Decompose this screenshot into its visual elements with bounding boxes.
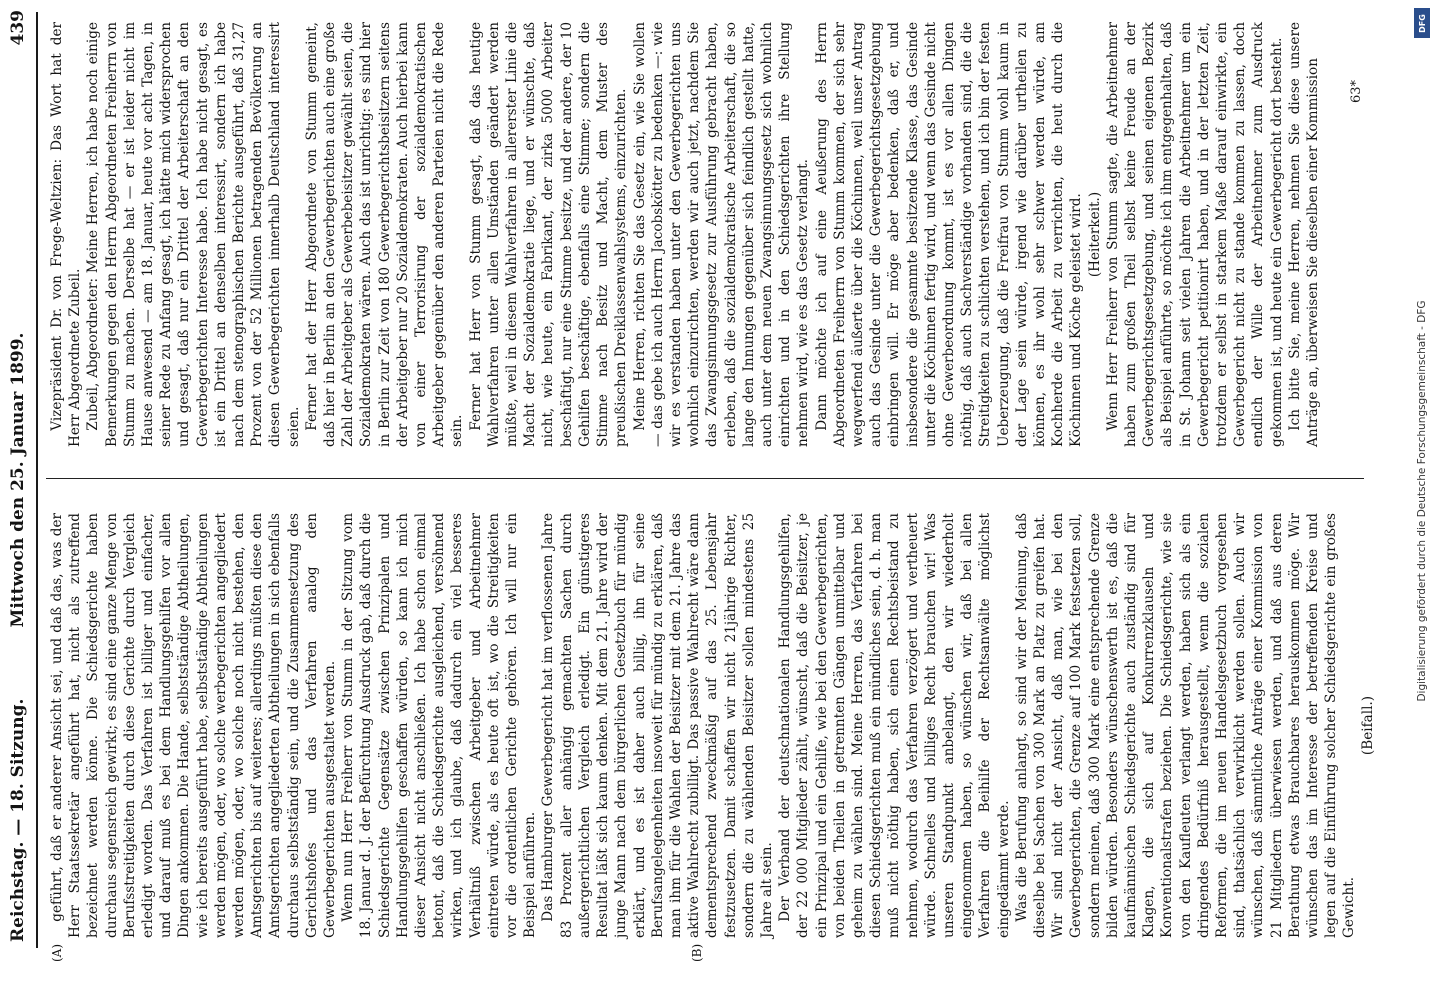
speaker-announcement: Vizepräsident Dr. von Frege-Weltzien: Das Wort hat der Herr Abgeordnete Zubeil. [49,22,84,447]
page-number: 439 [8,10,28,46]
digitization-credit [1412,6,1432,996]
page-header [8,0,36,960]
header-left: Reichstag. — 18. Sitzung. [8,698,28,942]
margin-marker-b: (B) [690,943,704,962]
right-paragraph: Meine Herren, richten Sie das Gesetz ein, wie Sie wollen — das gebe ich auch Herrn Jacobskötter zu bedenken —: wie wir es verstanden haben unter den Gewerbegerichten uns wohnlich einzurichten, werden wir auch jetzt, nachdem Sie das Zwangsinnungsgesetz zur Ausführung gebracht haben, erleben, daß die sozialdemokratische Arbeiterschaft, die so lange den Innungen gegenüber sich feindlich gestellt hatte, auch unter dem neuen Zwangsinnungsgesetz sich wohnlich einrichten und in den Schiedsgerichten ihre Stellung nehmen wird, wie es das Gesetz verlangt. [631,22,812,447]
dfg-logo-text: DFG [1417,13,1427,33]
right-paragraph: Ferner hat der Herr Abgeordnete von Stumm gemeint, daß hier in Berlin an den Gewerbegerichten auch eine große Zahl der Arbeitgeber als Gewerbebeisitzer gewählt seien, die Sozialdemokraten wären. Auch das ist unrichtig: es sind hier in Berlin zur Zeit von 180 Gewerbegerichtsbeisitzern seitens der Arbeitgeber nur 20 Sozialdemokraten. Auch hierbei kann von einer Terrorisirung der sozialdemokratischen Arbeitgeber gegenüber den anderen Parteien nicht die Rede sein. [303,22,466,447]
left-paragraph: geführt, daß er anderer Ansicht sei, und daß das, was der Herr Staatssekretär angeführt hat, nicht als zutreffend bezeichnet werden könne. Die Schiedsgerichte haben durchaus segensreich gewirkt; es sind eine ganze Menge von Berufsstreitigkeiten durch diese Gerichte durch Vergleich erledigt worden. Das Verfahren ist billiger und einfacher, und darauf muß es bei dem Handlungsgehilfen vor allen Dingen ankommen. Die Hande, selbstständige Abtheilungen, wie ich bereits ausgeführt habe, selbstständige Abtheilungen werden mögen, oder, wo solche werbegerichten angegliedert werden mögen, oder, wo solche noch nicht bestehen, den Amtsgerichten bis auf weiteres; allerdings müßten diese den Amtsgerichten angegliederten Abtheilungen in sich ebenfalls durchaus selbstständig sein, und die Zusammensetzung des Gerichtshofes und das Verfahren analog den Gewerbegerichten ausgestaltet werden. [49,513,339,938]
laughter-note: (Heiterkeit.) [1086,191,1103,278]
left-paragraph: Was die Berufung anlangt, so sind wir der Meinung, daß dieselbe bei Sachen von 300 Mark an Platz zu greifen hat. Wir sind nicht der Ansicht, daß man, wie bei den Gewerbegerichten, die Grenze auf 100 Mark festsetzen soll, sondern meinen, daß 300 Mark eine entsprechende Grenze bilden würden. Besonders wünschenswerth ist es, daß die kaufmännischen Schiedsgerichte auch zuständig sind für Klagen, die sich auf Konkurrenzklauseln und Konventionalstrafen beziehen. Die Schiedsgerichte, wie sie von den Kaufleuten verlangt werden, haben sich als ein dringendes Bedürfniß herausgestellt, wenn die sozialen Reformen, die im neuen Handelsgesetzbuch vorgesehen sind, thatsächlich verwirklicht werden sollen. Auch wir wünschen, daß sämmtliche Anträge einer Kommission von 21 Mitgliedern überwiesen werden, und daß aus deren Berathung etwas Brauchbares herauskommen möge. Wir wünschen das im Interesse der betreffenden Kreise und legen auf die Einführung solcher Schiedsgerichte ein großes Gewicht. [1013,513,1358,938]
right-paragraph: Dann möchte ich auf eine Aeußerung des Herrn Abgeordneten Freiherrn von Stumm kommen, der sich sehr wegwerfend äußerte über die Köchinnen, weil unser Antrag auch das Gesinde unter die Gewerbegerichtsgesetzgebung einbringen will. Er möge aber bedenken, daß er, und insbesondere die gesammte besitzende Klasse, das Gesinde unter die Köchinnen fertig wird, und wenn das Gesinde nicht ohne Gewerbeordnung kommt, ist es vor allen Dingen nöthig, daß auch Sachverständige vorhanden sind, die die Streitigkeiten zu schlichten verstehen, und ich bin der festen Ueberzeugung, daß die Freifrau von Stumm wohl kaum in der Lage sein würde, irgend wie darüber urtheilen zu können, es ihr wohl sehr schwer werden würde, am Kochherde die Arbeit zu verrichten, die heut durch die Köchinnen und Köche geleistet wird. [813,22,1085,447]
right-column [48,22,1358,447]
header-date: Mittwoch den 25. Januar 1899. [8,332,28,628]
right-paragraph: Ich bitte Sie, meine Herren, nehmen Sie diese unsere Anträge an, überweisen Sie dieselben einer Kommission [1286,22,1322,447]
left-paragraph: Das Hamburger Gewerbegericht hat im verflossenen Jahre 83 Prozent aller anhängig gemachten Sachen durch außergerichtlichen Vergleich erledigt. Ein günstigeres Resultat läßt sich kaum denken. Mit dem 21. Jahre wird der junge Mann nach dem bürgerlichen Gesetzbuch für mündig erklärt, und es ist daher auch billig, ihn für seine Berufsangelegenheiten insoweit für mündig zu erklären, daß man ihm für die Wahlen der Beisitzer mit dem 21. Jahre das aktive Wahlrecht zubilligt. Das passive Wahlrecht wäre dann dementsprechend zweckmäßig auf das 25. Lebensjahr festzusetzen. Damit schaffen wir nicht 21jährige Richter, sondern die zu wählenden Beisitzer sollen mindestens 25 Jahre alt sein. [540,513,775,938]
margin-marker-c [50,0,64,1]
applause-note: (Beifall.) [1359,695,1376,756]
digitization-credit-text: Digitalisierung gefördert durch die Deutsche Forschungsgemeinschaft - DFG [1416,300,1428,702]
right-paragraph: Ferner hat Herr von Stumm gesagt, daß das heutige Wahlverfahren unter allen Umständen geändert werden müßte, weil in diesem Wahlverfahren in allererster Linie die Macht der Sozialdemokratie liege, und er wünschte, daß nicht, wie heute, ein Fabrikant, der zirka 5000 Arbeiter beschäftigt, nur eine Stimme besitze, und der andere, der 10 Gehilfen beschäftige, ebenfalls eine Stimme; sondern die Stimme nach Besitz und Macht, dem Muster des preußischen Dreiklassenwahlsystems, einzurichten. [467,22,630,447]
column-divider [46,478,1364,479]
left-paragraph: Wenn nun Herr Freiherr von Stumm in der Sitzung vom 18. Januar d. J. der Befürchtung Ausdruck gab, daß durch die Schiedsgerichte Gegensätze zwischen Prinzipalen und Handlungsgehilfen geschaffen würden, so kann ich mich dieser Ansicht nicht anschließen. Ich habe schon einmal betont, daß die Schiedsgerichte ausgleichend, versöhnend wirken, und ich glaube, daß dadurch ein viel besseres Verhältniß zwischen Arbeitgeber und Arbeitnehmer eintreten würde, als es heute oft ist, wo die Streitigkeiten vor die ordentlichen Gerichte gehören. Ich will nur ein Beispiel anführen. [340,513,539,938]
left-paragraph: Der Verband der deutschnationalen Handlungsgehilfen, der 22 000 Mitglieder zählt, wünscht, daß die Beisitzer, je ein Prinzipal und ein Gehilfe, wie bei den Gewerbegerichten, von beiden Theilen in getrennten Gängen unmittelbar und geheim zu wählen sind. Meine Herren, das Verfahren bei diesen Schiedsgerichten muß ein mündliches sein, d. h. man muß nicht nöthig haben, sich einen Rechtsbeistand zu nehmen, wodurch das Verfahren verzögert und vertheuert würde. Schnelles und billiges Recht brauchen wir! Was unseren Standpunkt anbelangt, den wir wiederholt eingenommen haben, so wünschen wir, daß bei allen Verfahren die Beihilfe der Rechtsanwälte möglichst eingedämmt werde. [777,513,1012,938]
left-column [48,513,1376,938]
right-paragraph: Zubeil, Abgeordneter: Meine Herren, ich habe noch einige Bemerkungen gegen den Herrn Abgeordneten Freiherrn von Stumm zu machen. Derselbe hat — er ist leider nicht im Hause anwesend — am 18. Januar, heute vor acht Tagen, in seiner Rede zu Anfang gesagt, ich hätte mich widersprochen und gesagt, daß nur ein Drittel der Arbeiterschaft an den Gewerbegerichten Interesse habe. Ich habe nicht gesagt, es ist ein Drittel an denselben interessirt, sondern ich habe nach dem stenographischen Berichte ausgeführt, daß 31,27 Prozent von der 52 Millionen betragenden Bevölkerung an diesen Gewerbegerichten innerhalb Deutschland interessirt seien. [85,22,302,447]
right-paragraph: Wenn Herr Freiherr von Stumm sagte, die Arbeitnehmer haben zum großen Theil selbst keine Freude an der Gewerbegerichtsgesetzgebung, und seinen eigenen Bezirk als Beispiel anführte, so möchte ich ihm entgegenhalten, daß in St. Johann seit vielen Jahren die Arbeitnehmer um ein Gewerbegericht petitionirt haben, und in der letzten Zeit, trotzdem er selbst in starkem Maße darauf einwirkte, ein Gewerbegericht nicht zu stande kommen zu lassen, doch endlich der Wille der Arbeitnehmer zum Ausdruck gekommen ist, und heute ein Gewerbegericht dort besteht. [1104,22,1285,447]
header-rule [36,12,38,948]
margin-marker-d [640,0,654,1]
signature-mark: 63* [1349,80,1364,104]
margin-marker-a: (A) [50,943,64,962]
